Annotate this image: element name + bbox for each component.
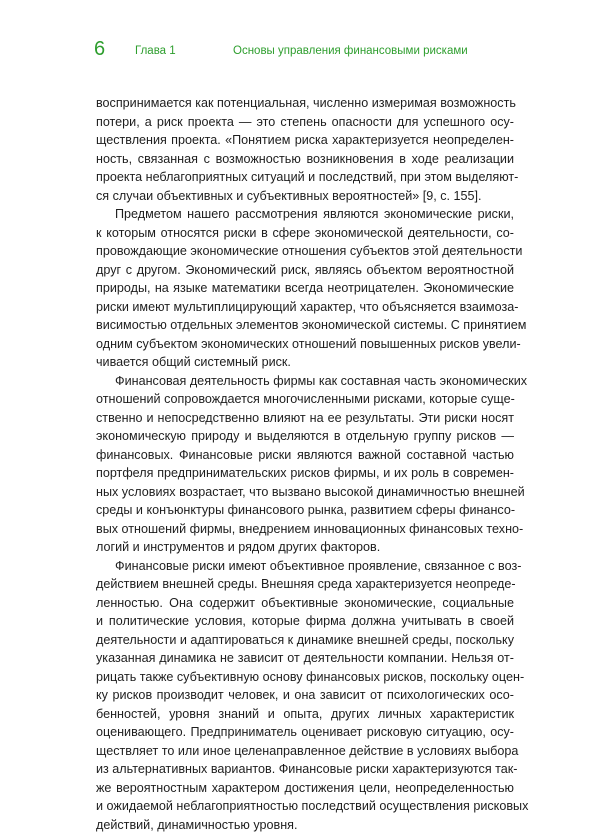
running-head bbox=[0, 40, 600, 64]
text-line: воспринимается как потенциальная, численно измеримая возможность bbox=[96, 94, 514, 113]
paragraph bbox=[96, 557, 514, 834]
text-line: ществления проекта. «Понятием риска характеризуется неопределен- bbox=[96, 131, 514, 150]
text-line: из альтернативных вариантов. Финансовые риски характеризуются так- bbox=[96, 760, 514, 779]
text-line: бенностей, уровня знаний и опыта, других личных характеристик bbox=[96, 705, 514, 724]
text-line: отношений сопровождается многочисленными рисками, которые суще- bbox=[96, 390, 514, 409]
text-line: риски имеют мультиплицирующий характер, что объясняется взаимоза- bbox=[96, 298, 514, 317]
text-line: указанная динамика не зависит от деятельности компании. Нельзя от- bbox=[96, 649, 514, 668]
text-line: ных условиях возрастает, что вызвано высокой динамичностью внешней bbox=[96, 483, 514, 502]
text-line: действий, динамичностью уровня. bbox=[96, 816, 514, 834]
paragraph bbox=[96, 372, 514, 557]
chapter-label: Глава 1 bbox=[135, 45, 176, 57]
text-line: среды и конъюнктуры финансового рынка, развитием сферы финансо- bbox=[96, 501, 514, 520]
text-line: проекта неблагоприятных ситуаций и последствий, при этом выделяют- bbox=[96, 168, 514, 187]
text-line: Предметом нашего рассмотрения являются экономические риски, bbox=[96, 205, 514, 224]
text-line: потери, а риск проекта — это степень опасности для успешного осу- bbox=[96, 113, 514, 132]
text-line: чивается общий системный риск. bbox=[96, 353, 514, 372]
chapter-title: Основы управления финансовыми рисками bbox=[233, 45, 468, 57]
text-line: вых отношений фирмы, внедрением инновационных финансовых техно- bbox=[96, 520, 514, 539]
text-line: ственно и непосредственно влияют на ее результаты. Эти риски носят bbox=[96, 409, 514, 428]
text-line: висимостью отдельных элементов экономической системы. С принятием bbox=[96, 316, 514, 335]
text-line: и ожидаемой неблагоприятностью последствий осуществления рисковых bbox=[96, 797, 514, 816]
text-line: провождающие экономические отношения субъектов этой деятельности bbox=[96, 242, 514, 261]
text-line: и политические условия, которые фирма должна учитывать в своей bbox=[96, 612, 514, 631]
text-line: рицать также субъективную основу финансовых рисков, поскольку оцен- bbox=[96, 668, 514, 687]
text-line: экономическую природу и выделяются в отдельную группу рисков — bbox=[96, 427, 514, 446]
text-line: Финансовая деятельность фирмы как составная часть экономических bbox=[96, 372, 514, 391]
text-line: ку рисков производит человек, и она зависит от психологических осо- bbox=[96, 686, 514, 705]
paragraph bbox=[96, 94, 514, 205]
text-line: финансовых. Финансовые риски являются важной составной частью bbox=[96, 446, 514, 465]
text-line: природы, на языке математики всегда неотрицателен. Экономические bbox=[96, 279, 514, 298]
text-line: оценивающего. Предприниматель оценивает рисковую ситуацию, осу- bbox=[96, 723, 514, 742]
text-line: ся случаи объективных и субъективных вероятностей» [9, с. 155]. bbox=[96, 187, 514, 206]
text-line: портфеля предпринимательских рисков фирмы, и их роль в современ- bbox=[96, 464, 514, 483]
text-line: Финансовые риски имеют объективное проявление, связанное с воз- bbox=[96, 557, 514, 576]
text-line: ществляет то или иное целенаправленное действие в условиях выбора bbox=[96, 742, 514, 761]
text-line: логий и инструментов и рядом других факторов. bbox=[96, 538, 514, 557]
text-line: ленностью. Она содержит объективные экономические, социальные bbox=[96, 594, 514, 613]
text-line: деятельности и адаптироваться к динамике внешней среды, поскольку bbox=[96, 631, 514, 650]
text-line: друг с другом. Экономический риск, являясь объектом вероятностной bbox=[96, 261, 514, 280]
page-number: 6 bbox=[94, 38, 105, 61]
paragraph bbox=[96, 205, 514, 372]
text-line: действием внешней среды. Внешняя среда характеризуется неопреде- bbox=[96, 575, 514, 594]
text-line: одним субъектом экономических отношений повышенных рисков увели- bbox=[96, 335, 514, 354]
body-text bbox=[96, 94, 514, 834]
text-line: к которым относятся риски в сфере экономической деятельности, со- bbox=[96, 224, 514, 243]
text-line: ность, связанная с возможностью возникновения в ходе реализации bbox=[96, 150, 514, 169]
text-line: же вероятностным характером достижения цели, неопределенностью bbox=[96, 779, 514, 798]
